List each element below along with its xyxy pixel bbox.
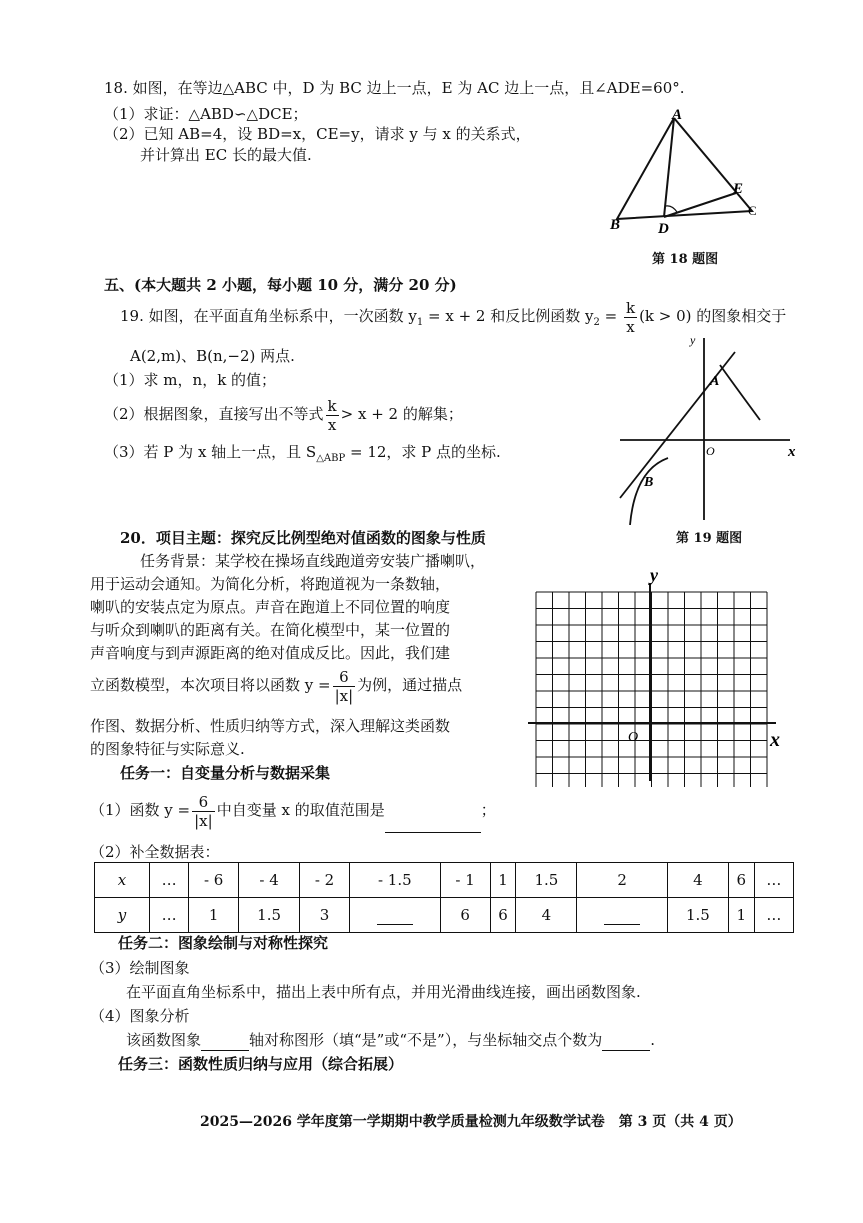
fraction-k-over-x: $\frac{k}{x}$: [625, 298, 636, 336]
table-cell: 2: [577, 863, 668, 898]
label-d: D: [658, 221, 669, 237]
q20-part2: （2）补全数据表：: [90, 843, 220, 861]
hyperbola-branch-1: [720, 365, 760, 420]
triangle-abc: [617, 118, 752, 219]
grid-lines: [536, 592, 767, 787]
answer-blank-intersections[interactable]: [602, 1030, 650, 1051]
table-header-x: x: [95, 863, 150, 898]
q19-points: A(2,m)、B(n,−2) 两点.: [130, 347, 295, 365]
q20-part3-text: 在平面直角坐标系中，描出上表中所有点，并用光滑曲线连接，画出函数图象.: [126, 983, 641, 1001]
task2-heading: 任务二：图象绘制与对称性探究: [118, 934, 329, 952]
table-cell: 3: [300, 898, 350, 933]
q20-bg-line-3: 喇叭的安装点定为原点。声音在跑道上不同位置的响度: [90, 598, 451, 616]
task3-heading: 任务三：函数性质归纳与应用（综合拓展）: [118, 1055, 404, 1073]
angle-ade-arc: [666, 206, 677, 212]
table-cell-blank[interactable]: [577, 898, 668, 933]
table-cell: …: [150, 898, 189, 933]
fraction-6-over-abs-x-2: $\frac{6}{|x|}$: [194, 792, 213, 830]
task1-heading: 任务一：自变量分析与数据采集: [120, 764, 331, 782]
label-a: A: [672, 107, 683, 123]
table-cell: 6: [728, 863, 754, 898]
table-cell: …: [754, 863, 793, 898]
q20-part1: （1）函数 y = $\frac{6}{|x|}$ 中自变量 x 的取值范围是 ；: [90, 788, 496, 832]
label-o: O: [706, 444, 715, 458]
q20-grid-figure: [528, 565, 798, 787]
fraction-k-over-x-2: $\frac{k}{x}$: [327, 396, 337, 434]
answer-blank-symmetry[interactable]: [201, 1030, 249, 1051]
q19-stem: 19. 如图，在平面直角坐标系中，一次函数 $y_1 = x + 2$ 和反比例函数 $y_2$ = $\frac{k}{x}$ (k > 0) 的图象相交于: [120, 298, 787, 336]
section-five-heading: 五、(本大题共 2 小题，每小题 10 分，满分 20 分): [104, 276, 457, 294]
q20-bg-line-6: 作图、数据分析、性质归纳等方式，深入理解这类函数: [90, 717, 451, 735]
q18-stem: 18. 如图，在等边△ABC 中，D 为 BC 边上一点，E 为 AC 边上一点，且∠ADE=60°.: [104, 79, 685, 97]
label-y: y: [690, 333, 696, 347]
q20-bg-line-4: 与听众到喇叭的距离有关。在简化模型中，某一位置的: [90, 621, 451, 639]
label-b: B: [644, 475, 654, 490]
page-footer: 2025—2026 学年度第一学期期中教学质量检测九年级数学试卷 第 3 页（共 4 页）: [200, 1114, 742, 1130]
table-cell: - 6: [189, 863, 239, 898]
label-y: y: [650, 565, 658, 585]
table-cell: 1.5: [239, 898, 300, 933]
q18-part2: （2）已知 AB=4，设 BD=x，CE=y，请求 y 与 x 的关系式，: [104, 125, 531, 143]
q19-part2: （2）根据图象，直接写出不等式 $\frac{k}{x}$ > x + 2 的解集；: [104, 396, 463, 434]
table-cell: - 1: [440, 863, 490, 898]
q18-part1: （1）求证：△ABD∽△DCE；: [104, 105, 308, 123]
q20-bg-line-5: 声音响度与到声源距离的绝对值成反比。因此，我们建: [90, 644, 451, 662]
table-cell: 6: [440, 898, 490, 933]
table-cell: 1: [728, 898, 754, 933]
hyperbola-branch-2: [630, 458, 668, 525]
table-cell: …: [754, 898, 793, 933]
q20-bg-line-1: 任务背景：某学校在操场直线跑道旁安装广播喇叭，: [140, 552, 486, 570]
q20-part3: （3）绘制图象: [90, 959, 190, 977]
q20-model-line: 立函数模型，本次项目将以函数 y = $\frac{6}{|x|}$ 为例，通过描点: [90, 667, 463, 705]
table-cell: 1.5: [516, 863, 577, 898]
q18-caption: 第 18 题图: [652, 252, 719, 267]
q19-part1: （1）求 m，n，k 的值；: [104, 371, 277, 389]
table-cell: 4: [516, 898, 577, 933]
table-cell: …: [150, 863, 189, 898]
label-x: x: [770, 729, 780, 751]
answer-blank-domain[interactable]: [385, 788, 481, 833]
table-cell: - 1.5: [350, 863, 441, 898]
q18-figure: [600, 105, 780, 245]
table-cell: - 4: [239, 863, 300, 898]
q18-part2-cont: 并计算出 EC 长的最大值.: [140, 146, 312, 164]
data-table: [94, 862, 794, 933]
label-e: E: [733, 181, 744, 197]
q19-part3: （3）若 P 为 x 轴上一点，且 $S_{\triangle ABP} = 12$，求 P 点的坐标.: [104, 443, 501, 464]
fraction-6-over-abs-x: $\frac{6}{|x|}$: [334, 667, 354, 705]
q20-part4: （4）图象分析: [90, 1007, 190, 1025]
q20-title: 20．项目主题：探究反比例型绝对值函数的图象与性质: [120, 529, 486, 547]
table-cell: 1: [490, 863, 516, 898]
table-cell: 4: [667, 863, 728, 898]
q19-caption: 第 19 题图: [676, 531, 743, 546]
table-header-y: y: [95, 898, 150, 933]
label-b: B: [610, 217, 621, 233]
q20-bg-line-2: 用于运动会通知。为简化分析，将跑道视为一条数轴，: [90, 575, 451, 593]
label-x: x: [788, 444, 796, 460]
q20-bg-line-7: 的图象特征与实际意义.: [90, 740, 245, 758]
table-cell: 6: [490, 898, 516, 933]
table-cell: 1.5: [667, 898, 728, 933]
q20-part4-text: 该函数图象 轴对称图形（填“是”或“不是”），与坐标轴交点个数为 .: [126, 1031, 655, 1049]
table-row-y: [95, 898, 794, 933]
q19-figure: [610, 330, 810, 525]
table-row-x: [95, 863, 794, 898]
table-cell: - 2: [300, 863, 350, 898]
label-a: A: [710, 374, 720, 389]
table-cell: 1: [189, 898, 239, 933]
label-o: O: [628, 730, 639, 745]
table-cell-blank[interactable]: [350, 898, 441, 933]
label-c: C: [748, 203, 757, 218]
